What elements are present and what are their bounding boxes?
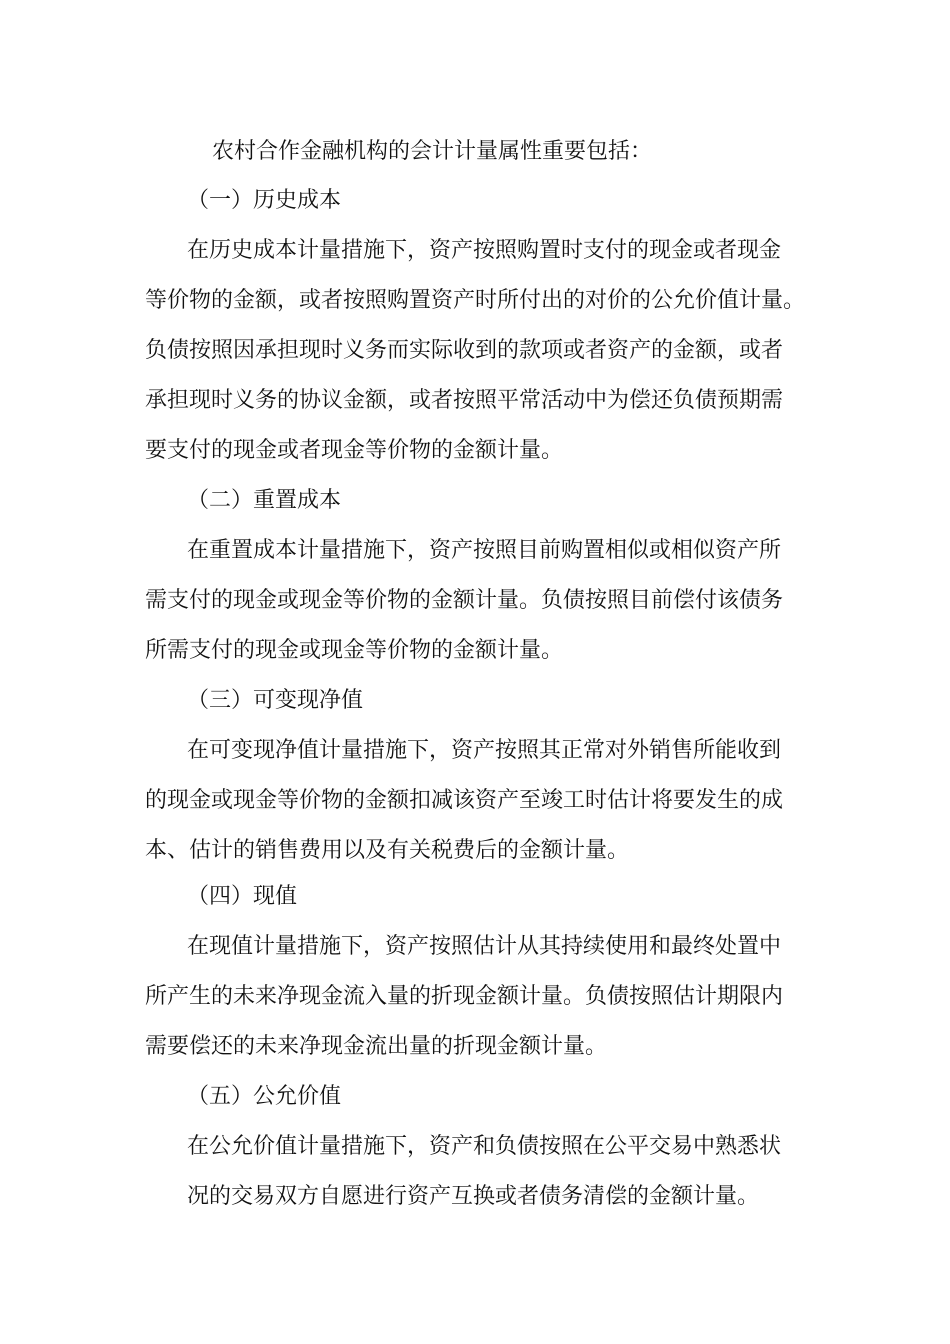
section-heading-net-realizable-value: （三）可变现净值 [187, 688, 364, 713]
paragraph-line: 所产生的未来净现金流入量的折现金额计量。负债按照估计期限内 [145, 984, 784, 1009]
paragraph-line: 本、估计的销售费用以及有关税费后的金额计量。 [145, 838, 630, 863]
paragraph-line: 在历史成本计量措施下，资产按照购置时支付的现金或者现金 [187, 238, 782, 263]
section-heading-present-value: （四）现值 [187, 884, 298, 909]
paragraph-line: 等价物的金额，或者按照购置资产时所付出的对价的公允价值计量。 [145, 288, 806, 313]
paragraph-line: 需要偿还的未来净现金流出量的折现金额计量。 [145, 1034, 608, 1059]
paragraph-line: 在可变现净值计量措施下，资产按照其正常对外销售所能收到 [187, 738, 782, 763]
paragraph-line: 在公允价值计量措施下，资产和负债按照在公平交易中熟悉状 [187, 1134, 782, 1159]
section-heading-historical-cost: （一）历史成本 [187, 188, 342, 213]
intro-paragraph: 农村合作金融机构的会计计量属性重要包括： [212, 139, 653, 164]
paragraph-line: 在重置成本计量措施下，资产按照目前购置相似或相似资产所 [187, 538, 782, 563]
paragraph-line: 的现金或现金等价物的金额扣减该资产至竣工时估计将要发生的成 [145, 788, 784, 813]
paragraph-line: 况的交易双方自愿进行资产互换或者债务清偿的金额计量。 [187, 1184, 760, 1209]
paragraph-line: 需支付的现金或现金等价物的金额计量。负债按照目前偿付该债务 [145, 588, 784, 613]
paragraph-line: 在现值计量措施下，资产按照估计从其持续使用和最终处置中 [187, 934, 782, 959]
paragraph-line: 所需支付的现金或现金等价物的金额计量。 [145, 638, 564, 663]
section-heading-replacement-cost: （二）重置成本 [187, 488, 342, 513]
paragraph-line: 承担现时义务的协议金额，或者按照平常活动中为偿还负债预期需 [145, 388, 784, 413]
paragraph-line: 要支付的现金或者现金等价物的金额计量。 [145, 438, 564, 463]
section-heading-fair-value: （五）公允价值 [187, 1084, 342, 1109]
paragraph-line: 负债按照因承担现时义务而实际收到的款项或者资产的金额，或者 [145, 338, 784, 363]
